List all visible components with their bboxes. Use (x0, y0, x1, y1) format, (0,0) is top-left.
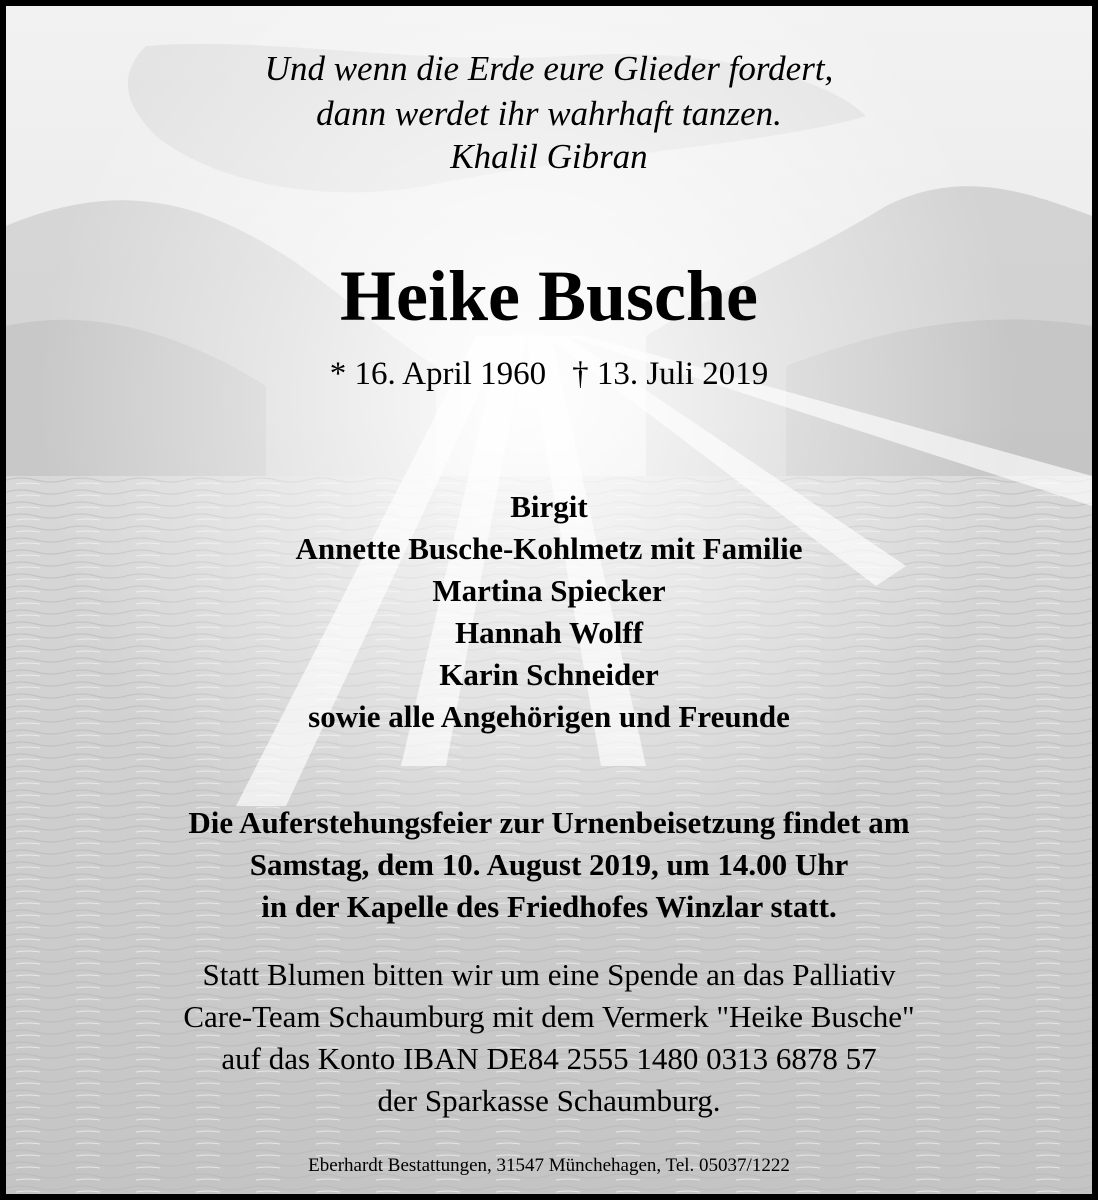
donation-line-1: Statt Blumen bitten wir um eine Spende an das Palliativ (202, 957, 896, 992)
service-line-3: in der Kapelle des Friedhofes Winzlar statt. (261, 889, 837, 924)
death-date: † 13. Juli 2019 (572, 356, 769, 392)
donation-line-4: der Sparkasse Schaumburg. (377, 1083, 721, 1118)
quote-line-1: Und wenn die Erde eure Glieder fordert, (264, 49, 834, 88)
donation-line-2: Care-Team Schaumburg mit dem Vermerk "Heike Busche" (183, 999, 915, 1034)
donation-line-3: auf das Konto IBAN DE84 2555 1480 0313 6878 57 (221, 1041, 877, 1076)
life-dates (6, 354, 1092, 394)
deceased-name: Heike Busche (339, 256, 758, 336)
service-line-2: Samstag, dem 10. August 2019, um 14.00 Uhr (249, 847, 849, 882)
mourner-name: Birgit (510, 489, 588, 524)
quote-line-2: dann werdet ihr wahrhaft tanzen. (316, 94, 782, 133)
mourner-name: Annette Busche-Kohlmetz mit Familie (295, 531, 803, 566)
mourners-closing: sowie alle Angehörigen und Freunde (308, 699, 790, 734)
service-line-1: Die Auferstehungsfeier zur Urnenbeisetzung findet am (188, 805, 910, 840)
mourner-name: Karin Schneider (439, 657, 659, 692)
funeral-home-footer: Eberhardt Bestattungen, 31547 Münchehagen, Tel. 05037/1222 (308, 1155, 790, 1176)
notice-text (6, 6, 1092, 1194)
birth-date: * 16. April 1960 (329, 356, 547, 392)
quote-author: Khalil Gibran (450, 137, 648, 176)
mourner-name: Hannah Wolff (454, 615, 644, 650)
mourner-name: Martina Spiecker (432, 573, 666, 608)
